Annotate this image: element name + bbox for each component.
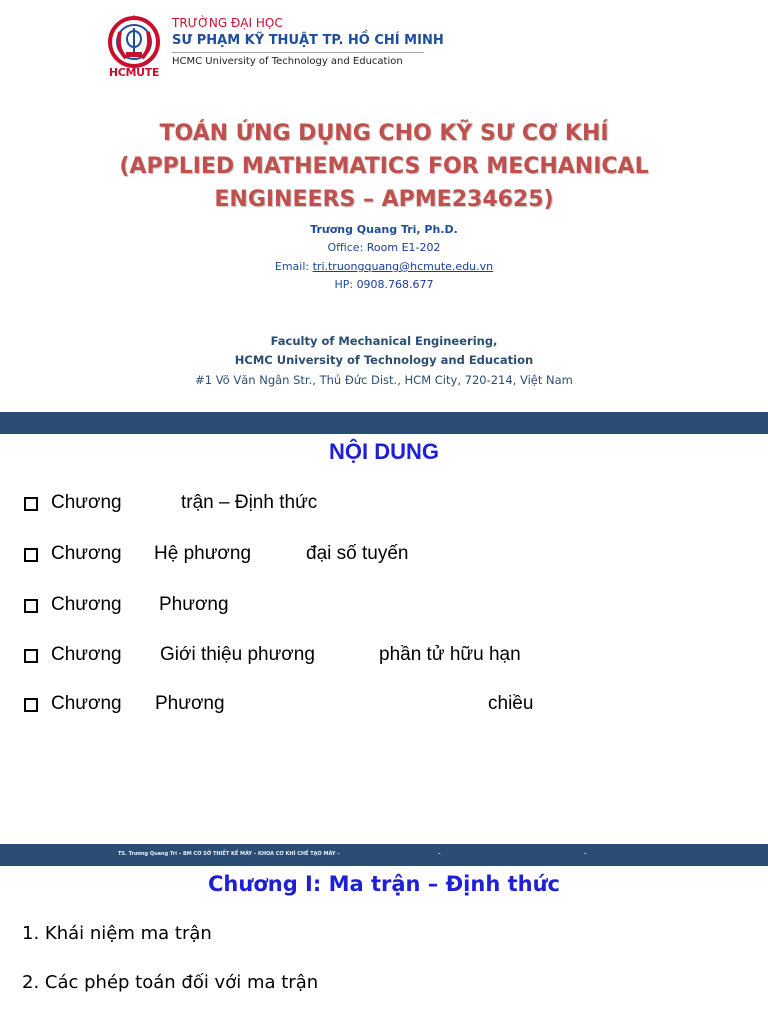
footer-dash: –	[584, 851, 587, 857]
slide-separator-band	[0, 412, 768, 434]
checkbox-bullet-icon	[24, 599, 38, 613]
course-title-en-line2: ENGINEERS – APME234625)	[214, 187, 554, 212]
list-item	[24, 492, 744, 516]
chapter-text: Phương	[159, 594, 229, 615]
chapter-text: Giới thiệu phương	[160, 644, 315, 665]
phone-info	[0, 278, 768, 291]
chapter-text-2: phần tử hữu hạn	[379, 644, 521, 665]
office-info	[0, 241, 768, 254]
university-name-en: HCMC University of Technology and Education	[172, 56, 403, 67]
checkbox-bullet-icon	[24, 698, 38, 712]
title-slide	[0, 0, 768, 412]
list-item: 2. Các phép toán đối với ma trận	[22, 972, 319, 993]
chapter-text: Hệ phương	[154, 543, 252, 564]
email-link[interactable]: tri.truongquang@hcmute.edu.vn	[312, 260, 494, 273]
school-name: HCMC University of Technology and Education	[234, 353, 534, 367]
slide-footer-band	[0, 844, 768, 866]
chapter-label: Chương	[51, 543, 122, 564]
office-label: Office:	[327, 241, 367, 254]
chapter-slide	[0, 866, 768, 1024]
checkbox-bullet-icon	[24, 497, 38, 511]
footer-dash: –	[438, 851, 441, 857]
logo-text: HCMUTE	[108, 66, 160, 79]
chapter-label: Chương	[51, 594, 122, 615]
chapter-text-2: đại số tuyến	[306, 543, 409, 564]
address: #1 Võ Văn Ngân Str., Thủ Đức Dist., HCM City, 720-214, Việt Nam	[195, 373, 573, 387]
list-item: 1. Khái niệm ma trận	[22, 923, 212, 944]
phone-value: 0908.768.677	[356, 278, 434, 291]
faculty-name: Faculty of Mechanical Engineering,	[270, 334, 498, 348]
phone-label: HP:	[334, 278, 357, 291]
chapter-text: Phương	[155, 693, 225, 714]
course-title-vn: TOÁN ỨNG DỤNG CHO KỸ SƯ CƠ KHÍ	[159, 121, 609, 146]
contents-title: NỘI DUNG	[329, 439, 439, 464]
chapter-label: Chương	[51, 693, 122, 714]
chapter-title: Chương I: Ma trận – Định thức	[208, 872, 560, 896]
list-item	[24, 543, 744, 567]
chapter-label: Chương	[51, 644, 122, 665]
email-info	[0, 260, 768, 273]
checkbox-bullet-icon	[24, 548, 38, 562]
office-value: Room E1-202	[366, 241, 441, 254]
university-name-vn-line1: TRƯỜNG ĐẠI HỌC	[172, 16, 283, 30]
course-title-en-line1: (APPLIED MATHEMATICS FOR MECHANICAL	[119, 154, 649, 179]
divider	[172, 52, 424, 53]
university-name-vn-line2: SƯ PHẠM KỸ THUẬT TP. HỒ CHÍ MINH	[172, 33, 444, 48]
checkbox-bullet-icon	[24, 649, 38, 663]
list-item	[24, 594, 744, 618]
footer-text: TS. Trương Quang Tri – BM CƠ SỞ THIẾT KẾ MÁY – KHOA CƠ KHÍ CHẾ TẠO MÁY –	[118, 851, 340, 857]
chapter-label: Chương	[51, 492, 122, 513]
email-label: Email:	[274, 260, 313, 273]
chapter-text: trận – Định thức	[181, 492, 318, 513]
contents-slide	[0, 434, 768, 844]
list-item	[24, 693, 744, 717]
author-name: Trương Quang Tri, Ph.D.	[310, 223, 458, 236]
list-item	[24, 644, 744, 668]
chapter-text-2: chiều	[488, 693, 534, 714]
